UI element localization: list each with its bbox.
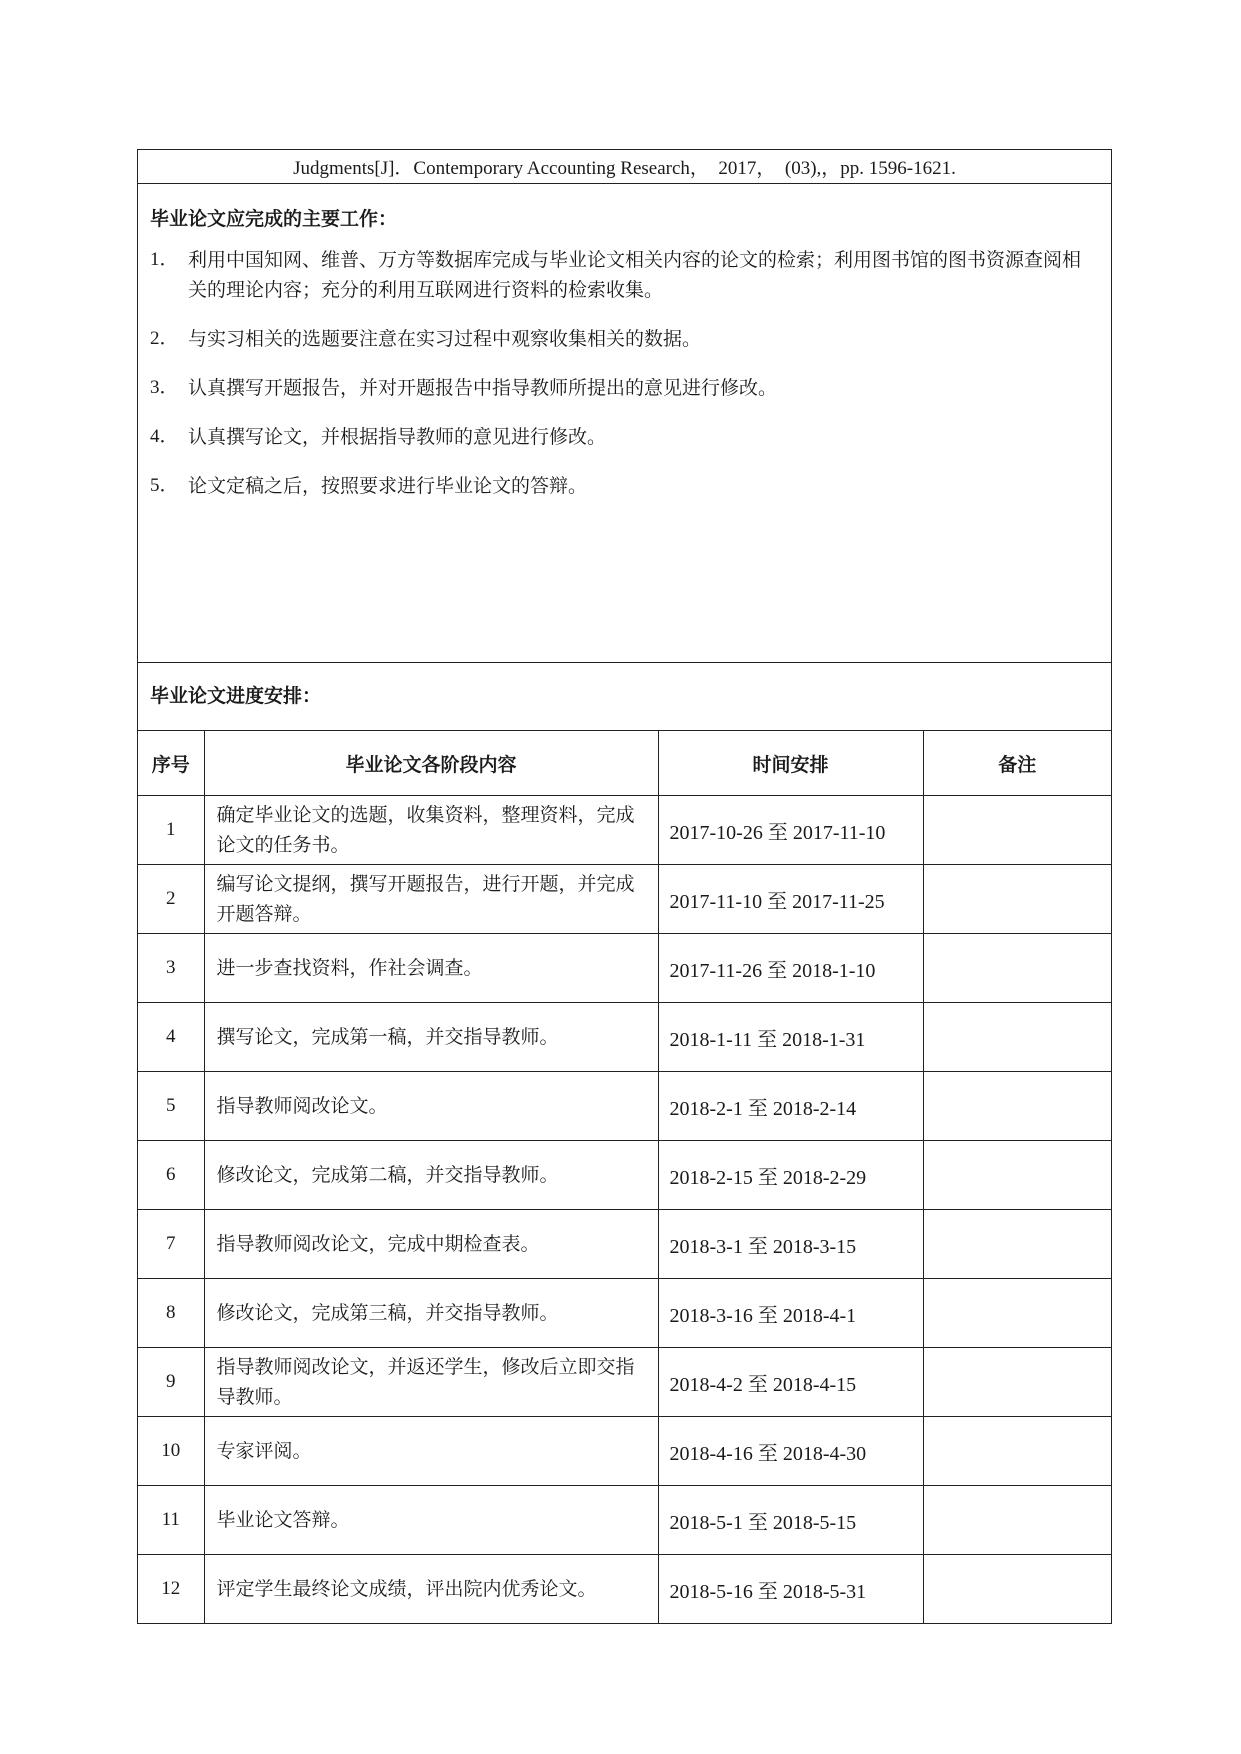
cell-note xyxy=(923,1417,1111,1486)
cell-note xyxy=(923,1486,1111,1555)
cell-note xyxy=(923,1003,1111,1072)
cell-no: 6 xyxy=(138,1141,204,1210)
main-work-item xyxy=(150,324,1099,354)
cell-no: 11 xyxy=(138,1486,204,1555)
main-work-item-text: 论文定稿之后，按照要求进行毕业论文的答辩。 xyxy=(188,475,588,497)
cell-no: 2 xyxy=(138,865,204,934)
main-work-list xyxy=(150,245,1099,501)
cell-content: 专家评阅。 xyxy=(204,1417,658,1486)
main-work-item xyxy=(150,471,1099,501)
cell-note xyxy=(923,796,1111,865)
cell-content: 修改论文，完成第二稿，并交指导教师。 xyxy=(204,1141,658,1210)
cell-note xyxy=(923,1210,1111,1279)
cell-note xyxy=(923,1141,1111,1210)
cell-time: 2018-5-1 至 2018-5-15 xyxy=(658,1486,923,1555)
table-row xyxy=(138,1072,1111,1141)
main-work-item-text: 认真撰写开题报告，并对开题报告中指导教师所提出的意见进行修改。 xyxy=(188,377,778,399)
cell-content: 进一步查找资料，作社会调查。 xyxy=(204,934,658,1003)
table-row xyxy=(138,1417,1111,1486)
cell-time: 2018-4-16 至 2018-4-30 xyxy=(658,1417,923,1486)
cell-no: 10 xyxy=(138,1417,204,1486)
main-work-item xyxy=(150,422,1099,452)
cell-note xyxy=(923,1279,1111,1348)
schedule-body xyxy=(138,796,1111,1624)
main-work-item-number: 3． xyxy=(150,377,179,398)
table-row xyxy=(138,1486,1111,1555)
cell-content: 撰写论文，完成第一稿，并交指导教师。 xyxy=(204,1003,658,1072)
cell-no: 1 xyxy=(138,796,204,865)
main-work-item xyxy=(150,245,1099,305)
cell-time: 2018-2-1 至 2018-2-14 xyxy=(658,1072,923,1141)
main-work-item xyxy=(150,373,1099,403)
cell-time: 2018-4-2 至 2018-4-15 xyxy=(658,1348,923,1417)
column-header-note: 备注 xyxy=(923,731,1111,796)
main-work-heading: 毕业论文应完成的主要工作： xyxy=(150,208,398,230)
cell-content: 指导教师阅改论文。 xyxy=(204,1072,658,1141)
cell-no: 9 xyxy=(138,1348,204,1417)
cell-content: 毕业论文答辩。 xyxy=(204,1486,658,1555)
main-work-section xyxy=(138,184,1111,663)
cell-no: 12 xyxy=(138,1555,204,1624)
cell-note xyxy=(923,1348,1111,1417)
main-work-item-number: 5． xyxy=(150,475,179,496)
cell-time: 2018-3-16 至 2018-4-1 xyxy=(658,1279,923,1348)
cell-no: 3 xyxy=(138,934,204,1003)
schedule-table xyxy=(138,731,1111,1623)
cell-content: 指导教师阅改论文，完成中期检查表。 xyxy=(204,1210,658,1279)
table-row xyxy=(138,1003,1111,1072)
cell-time: 2018-3-1 至 2018-3-15 xyxy=(658,1210,923,1279)
cell-content: 确定毕业论文的选题，收集资料，整理资料，完成论文的任务书。 xyxy=(204,796,658,865)
column-header-time: 时间安排 xyxy=(658,731,923,796)
cell-no: 5 xyxy=(138,1072,204,1141)
cell-time: 2017-10-26 至 2017-11-10 xyxy=(658,796,923,865)
table-row xyxy=(138,1210,1111,1279)
cell-no: 7 xyxy=(138,1210,204,1279)
cell-note xyxy=(923,934,1111,1003)
cell-note xyxy=(923,1555,1111,1624)
table-row xyxy=(138,1141,1111,1210)
column-header-content: 毕业论文各阶段内容 xyxy=(204,731,658,796)
cell-content: 评定学生最终论文成绩，评出院内优秀论文。 xyxy=(204,1555,658,1624)
main-work-item-text: 与实习相关的选题要注意在实习过程中观察收集相关的数据。 xyxy=(188,328,702,350)
cell-time: 2018-1-11 至 2018-1-31 xyxy=(658,1003,923,1072)
cell-content: 编写论文提纲，撰写开题报告，进行开题，并完成开题答辩。 xyxy=(204,865,658,934)
reference-tail xyxy=(138,150,1111,184)
main-work-item-number: 1． xyxy=(150,249,179,270)
table-row xyxy=(138,1279,1111,1348)
cell-time: 2018-5-16 至 2018-5-31 xyxy=(658,1555,923,1624)
cell-time: 2017-11-10 至 2017-11-25 xyxy=(658,865,923,934)
cell-content: 修改论文，完成第三稿，并交指导教师。 xyxy=(204,1279,658,1348)
cell-no: 8 xyxy=(138,1279,204,1348)
schedule-heading: 毕业论文进度安排： xyxy=(150,685,322,707)
table-row xyxy=(138,865,1111,934)
schedule-header-row xyxy=(138,731,1111,796)
table-row xyxy=(138,1555,1111,1624)
cell-time: 2017-11-26 至 2018-1-10 xyxy=(658,934,923,1003)
cell-note xyxy=(923,1072,1111,1141)
cell-content: 指导教师阅改论文，并返还学生，修改后立即交指导教师。 xyxy=(204,1348,658,1417)
task-form xyxy=(137,149,1112,1624)
main-work-item-number: 4． xyxy=(150,426,179,447)
reference-text: Judgments[J]．Contemporary Accounting Research， 2017， (03),，pp. 1596-1621. xyxy=(293,158,956,179)
table-row xyxy=(138,1348,1111,1417)
table-row xyxy=(138,934,1111,1003)
main-work-item-text: 认真撰写论文，并根据指导教师的意见进行修改。 xyxy=(188,426,607,448)
schedule-section-header xyxy=(138,663,1111,731)
cell-time: 2018-2-15 至 2018-2-29 xyxy=(658,1141,923,1210)
cell-no: 4 xyxy=(138,1003,204,1072)
cell-note xyxy=(923,865,1111,934)
main-work-item-number: 2． xyxy=(150,328,179,349)
table-row xyxy=(138,796,1111,865)
column-header-no: 序号 xyxy=(138,731,204,796)
main-work-item-text: 利用中国知网、维普、万方等数据库完成与毕业论文相关内容的论文的检索；利用图书馆的图书资源查阅相关的理论内容；充分的利用互联网进行资料的检索收集。 xyxy=(188,249,1082,301)
